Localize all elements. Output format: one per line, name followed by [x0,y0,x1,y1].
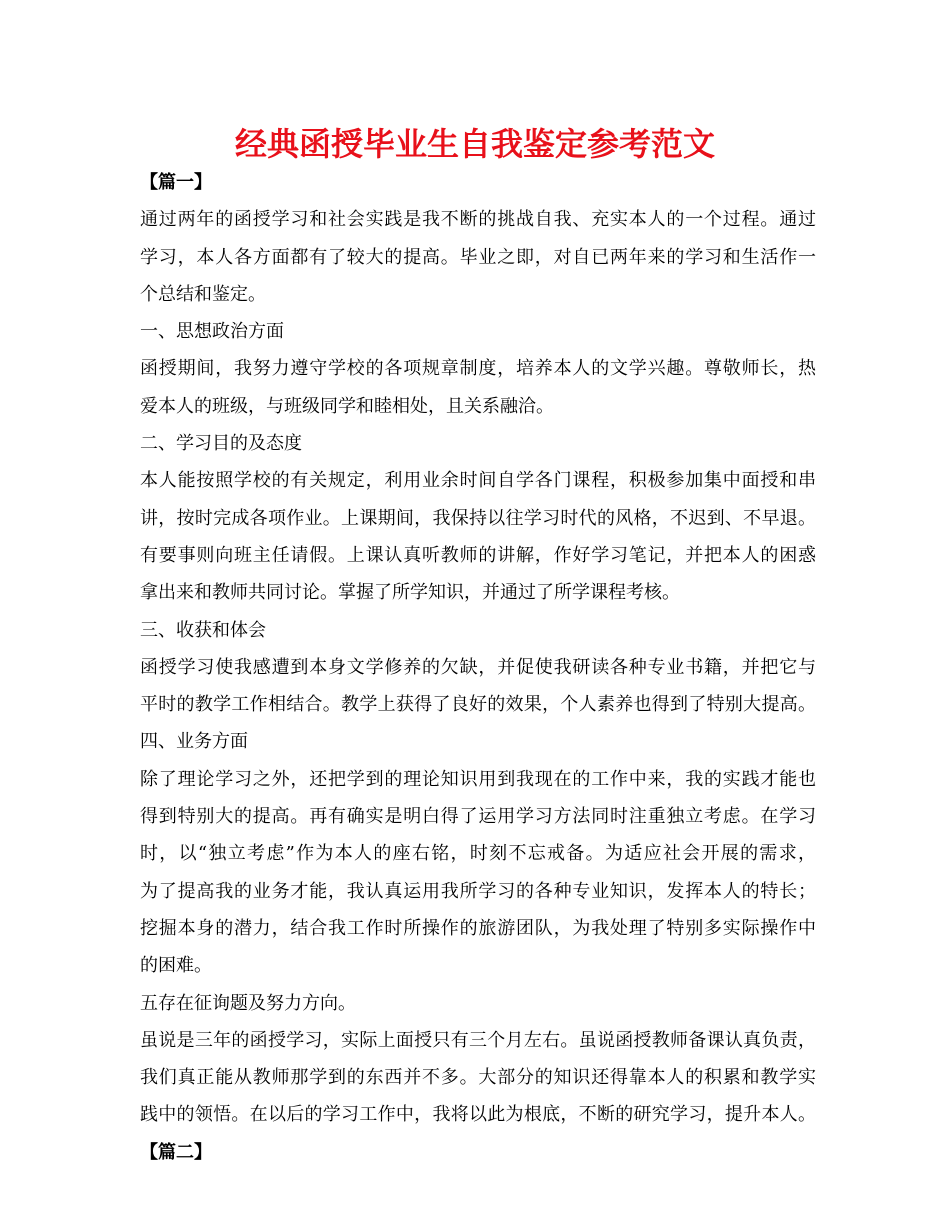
paragraph-line: 践中的领悟。在以后的学习工作中，我将以此为根底，不断的研究学习，提升本人。 [140,1104,816,1126]
paragraph-line: 拿出来和教师共同讨论。掌握了所学知识，并通过了所学课程考核。 [140,582,680,604]
paragraph-line: 二、学习目的及态度 [140,433,302,455]
paragraph-line: 除了理论学习之外，还把学到的理论知识用到我现在的工作中来，我的实践才能也 [140,768,816,790]
paragraph-line: 学习，本人各方面都有了较大的提高。毕业之即，对自已两年来的学习和生活作一 [140,246,816,268]
paragraph-line: 为了提高我的业务才能，我认真运用我所学习的各种专业知识，发挥本人的特长； [140,880,816,902]
paragraph-line: 函授期间，我努力遵守学校的各项规章制度，培养本人的文学兴趣。尊敬师长，热 [140,358,816,380]
paragraph-line: 一、思想政治方面 [140,321,284,343]
document-body [140,164,830,1171]
paragraph-line: 时，以“独立考虑”作为本人的座右铭，时刻不忘戒备。为适应社会开展的需求， [140,843,816,865]
section-label: 【篇二】 [140,1141,212,1163]
paragraph-line: 讲，按时完成各项作业。上课期间，我保持以往学习时代的风格，不迟到、不早退。 [140,507,816,529]
paragraph-line: 个总结和鉴定。 [140,283,266,305]
paragraph-line: 通过两年的函授学习和社会实践是我不断的挑战自我、充实本人的一个过程。通过 [140,209,816,231]
paragraph-line: 得到特别大的提高。再有确实是明白得了运用学习方法同时注重独立考虑。在学习 [140,806,816,828]
paragraph-line: 挖掘本身的潜力，结合我工作时所操作的旅游团队，为我处理了特别多实际操作中 [140,917,816,939]
paragraph-line: 的困难。 [140,955,212,977]
paragraph-line: 平时的教学工作相结合。教学上获得了良好的效果，个人素养也得到了特别大提高。 [140,694,816,716]
paragraph-line: 爱本人的班级，与班级同学和睦相处，且关系融洽。 [140,395,554,417]
paragraph-line: 四、业务方面 [140,731,248,753]
paragraph-line: 本人能按照学校的有关规定，利用业余时间自学各门课程，积极参加集中面授和串 [140,470,816,492]
document-title: 经典函授毕业生自我鉴定参考范文 [234,125,715,163]
section-label: 【篇一】 [140,172,212,193]
paragraph-line: 有要事则向班主任请假。上课认真听教师的讲解，作好学习笔记，并把本人的困惑 [140,544,816,566]
paragraph-line: 三、收获和体会 [140,619,266,641]
paragraph-line: 函授学习使我感遭到本身文学修养的欠缺，并促使我研读各种专业书籍，并把它与 [140,656,816,678]
paragraph-line: 虽说是三年的函授学习，实际上面授只有三个月左右。虽说函授教师备课认真负责， [140,1029,816,1051]
paragraph-line: 我们真正能从教师那学到的东西并不多。大部分的知识还得靠本人的积累和教学实 [140,1067,816,1089]
paragraph-line: 五存在征询题及努力方向。 [140,992,356,1014]
